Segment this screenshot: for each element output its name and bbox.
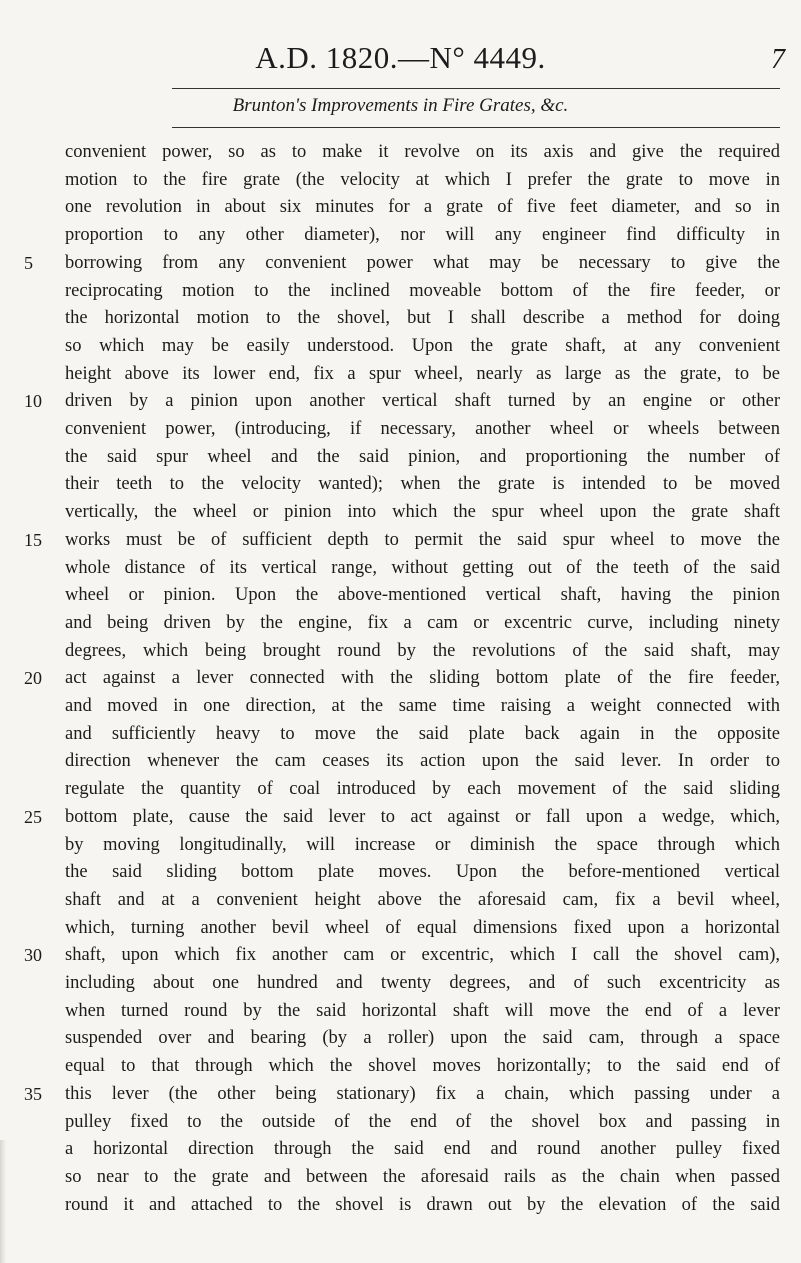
text-line: and moved in one direction, at the same time raising a weight connected with xyxy=(65,696,780,716)
text-line: so which may be easily understood. Upon the grate shaft, at any convenient xyxy=(65,335,780,356)
text-line: and sufficiently heavy to move the said plate back again in the opposite xyxy=(65,723,780,744)
text-line: and being driven by the engine, fix a cam or excentric curve, including ninety xyxy=(65,612,780,633)
text-line: round it and attached to the shovel is drawn out by the elevation of the said xyxy=(65,1194,780,1215)
text-line: including about one hundred and twenty degrees, and of such excentricity as xyxy=(65,973,780,993)
text-line: this lever (the other being stationary) fix a chain, which passing under a xyxy=(65,1083,780,1104)
text-line: bottom plate, cause the said lever to act against or fall upon a wedge, which, xyxy=(65,806,780,827)
text-line: shaft, upon which fix another cam or excentric, which I call the shovel cam), xyxy=(65,945,780,966)
header-rule-top xyxy=(172,88,780,89)
text-line: vertically, the wheel or pinion into which the spur wheel upon the grate shaft xyxy=(65,502,780,523)
text-line: suspended over and bearing (by a roller) upon the said cam, through a space xyxy=(65,1028,780,1049)
text-line: height above its lower end, fix a spur wheel, nearly as large as the grate, to be xyxy=(65,363,780,384)
text-line: by moving longitudinally, will increase or diminish the space through which xyxy=(65,834,780,855)
page-number: 7 xyxy=(771,44,785,75)
text-line: so near to the grate and between the aforesaid rails as the chain when passed xyxy=(65,1166,780,1187)
text-line: when turned round by the said horizontal shaft will move the end of a lever xyxy=(65,1000,780,1021)
text-line: reciprocating motion to the inclined moveable bottom of the fire feeder, or xyxy=(65,280,780,301)
text-line: wheel or pinion. Upon the above-mentioned vertical shaft, having the pinion xyxy=(65,585,780,606)
line-number: 30 xyxy=(24,945,42,966)
text-line: their teeth to the velocity wanted); when the grate is intended to be moved xyxy=(65,474,780,495)
page-header-title: A.D. 1820.—N° 4449. xyxy=(255,40,546,75)
text-line: act against a lever connected with the sliding bottom plate of the fire feeder, xyxy=(65,668,780,689)
text-line: the said spur wheel and the said pinion, and proportioning the number of xyxy=(65,446,780,467)
line-number: 20 xyxy=(24,668,42,689)
line-number: 5 xyxy=(24,252,33,273)
text-line: the said sliding bottom plate moves. Upon the before-mentioned vertical xyxy=(65,862,780,883)
text-line: one revolution in about six minutes for a grate of five feet diameter, and so in xyxy=(65,197,780,218)
text-line: convenient power, so as to make it revolve on its axis and give the required xyxy=(65,142,780,162)
line-number: 35 xyxy=(24,1083,42,1104)
running-head: Brunton's Improvements in Fire Grates, &c. xyxy=(232,95,569,116)
text-line: shaft and at a convenient height above the aforesaid cam, fix a bevil wheel, xyxy=(65,889,780,910)
text-line: convenient power, (introducing, if necessary, another wheel or wheels between xyxy=(65,419,780,439)
text-line: direction whenever the cam ceases its action upon the said lever. In order to xyxy=(65,751,780,772)
text-line: pulley fixed to the outside of the end of the shovel box and passing in xyxy=(65,1111,780,1132)
line-number: 10 xyxy=(24,391,42,412)
text-line: driven by a pinion upon another vertical shaft turned by an engine or other xyxy=(65,391,780,412)
text-line: proportion to any other diameter), nor will any engineer find difficulty in xyxy=(65,225,780,246)
header-rule-bottom xyxy=(172,127,780,128)
text-line: whole distance of its vertical range, without getting out of the teeth of the said xyxy=(65,557,780,578)
text-line: equal to that through which the shovel moves horizontally; to the said end of xyxy=(65,1056,780,1077)
text-line: a horizontal direction through the said end and round another pulley fixed xyxy=(65,1139,780,1160)
text-line: which, turning another bevil wheel of equal dimensions fixed upon a horizontal xyxy=(65,917,780,938)
line-number: 15 xyxy=(24,529,42,550)
text-line: works must be of sufficient depth to permit the said spur wheel to move the xyxy=(65,529,780,550)
text-line: regulate the quantity of coal introduced by each movement of the said sliding xyxy=(65,779,780,800)
text-line: borrowing from any convenient power what may be necessary to give the xyxy=(65,252,780,273)
page-edge-shadow xyxy=(0,1140,6,1263)
text-line: degrees, which being brought round by the revolutions of the said shaft, may xyxy=(65,640,780,661)
text-line: the horizontal motion to the shovel, but I shall describe a method for doing xyxy=(65,308,780,329)
line-number: 25 xyxy=(24,806,42,827)
text-line: motion to the fire grate (the velocity at which I prefer the grate to move in xyxy=(65,169,780,190)
